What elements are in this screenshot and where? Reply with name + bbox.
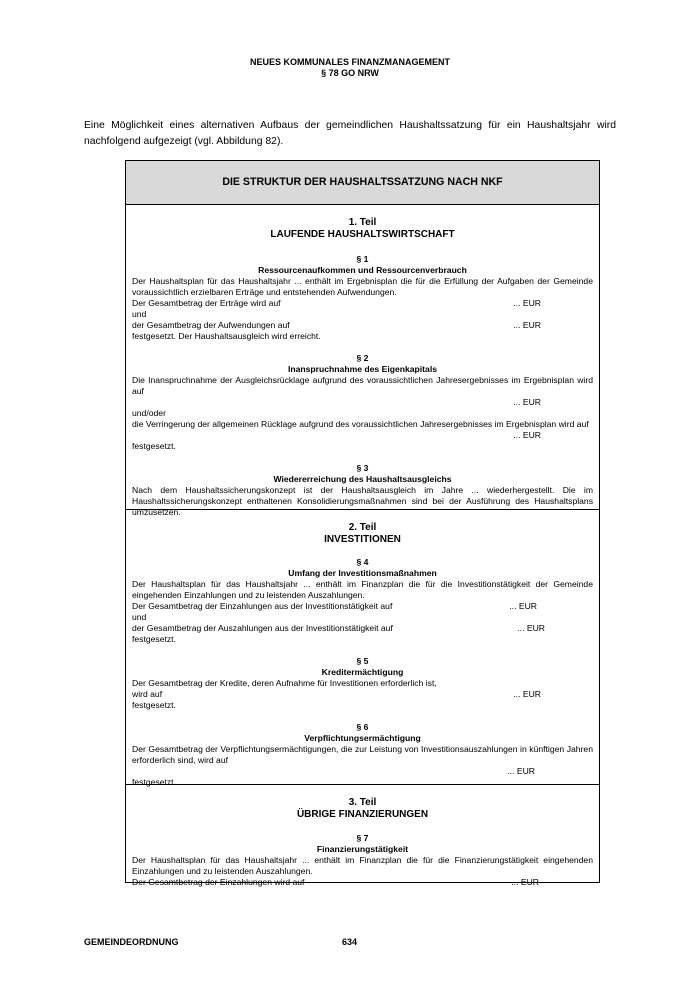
part-title: LAUFENDE HAUSHALTSWIRTSCHAFT bbox=[270, 229, 455, 240]
section-title: Umfang der Investitionsmaßnahmen bbox=[288, 568, 437, 578]
section-title: Inanspruchnahme des Eigenkapitals bbox=[287, 364, 437, 374]
section-number: § 4 bbox=[356, 557, 369, 567]
section-title: Ressourcenaufkommen und Ressourcenverbrauch bbox=[258, 265, 467, 275]
amount-value: ... EUR bbox=[513, 689, 541, 699]
part-2-heading bbox=[132, 510, 593, 546]
section-closing: festgesetzt. bbox=[132, 441, 176, 451]
amount-row bbox=[132, 601, 593, 612]
section-text: Der Haushaltsplan für das Haushaltsjahr ... enthält im Ergebnisplan die für die Erfüllung der Aufgaben der Gemeinde voraussichtlich erzielbaren Erträge und entstehenden Aufwendungen. bbox=[132, 276, 593, 297]
amount-label: wird auf bbox=[132, 689, 163, 699]
section-closing: festgesetzt. bbox=[132, 700, 176, 710]
page-header bbox=[0, 57, 700, 79]
section-number: § 6 bbox=[356, 722, 369, 732]
header-line-1: NEUES KOMMUNALES FINANZMANAGEMENT bbox=[250, 57, 450, 67]
part-1 bbox=[126, 205, 599, 517]
amount-label: Der Gesamtbetrag der Erträge wird auf bbox=[132, 298, 281, 308]
section-text: Der Gesamtbetrag der Kredite, deren Aufnahme für Investitionen erforderlich ist, bbox=[132, 678, 437, 688]
amount-value: ... EUR bbox=[513, 397, 541, 407]
section-number: § 3 bbox=[356, 463, 369, 473]
part-label: 1. Teil bbox=[348, 217, 377, 228]
section-4 bbox=[132, 557, 593, 645]
section-text: Der Haushaltsplan für das Haushaltsjahr ... enthält im Finanzplan die für die Finanzierungstätigkeit eingehenden Einzahlungen und zu leistenden Auszahlungen. bbox=[132, 855, 593, 876]
section-title: Verpflichtungsermächtigung bbox=[304, 733, 421, 743]
section-title: Wiedererreichung des Haushaltsausgleichs bbox=[273, 474, 452, 484]
amount-value: ... EUR bbox=[509, 601, 537, 611]
part-3 bbox=[126, 785, 599, 888]
amount-value: ... EUR bbox=[513, 298, 541, 308]
section-text: Der Gesamtbetrag der Verpflichtungsermächtigungen, die zur Leistung von Investitionsauszahlungen in künftigen Jahren erforderlich sind, wird auf bbox=[132, 744, 593, 765]
section-title: Finanzierungstätigkeit bbox=[316, 844, 409, 854]
section-number: § 7 bbox=[356, 833, 369, 843]
amount-label: der Gesamtbetrag der Auszahlungen aus der Investitionstätigkeit auf bbox=[132, 623, 393, 633]
amount-row bbox=[132, 689, 593, 700]
section-text: die Verringerung der allgemeinen Rücklage aufgrund des voraussichtlichen Jahresergebnisses im Ergebnisplan wird auf bbox=[132, 419, 589, 429]
section-text: Der Haushaltsplan für das Haushaltsjahr ... enthält im Finanzplan die für die Investitionstätigkeit der Gemeinde eingehenden Einzahlungen und zu leistenden Auszahlungen. bbox=[132, 579, 593, 600]
amount-value: ... EUR bbox=[511, 877, 539, 887]
section-closing: festgesetzt. bbox=[132, 634, 176, 644]
part-label: 3. Teil bbox=[348, 797, 377, 808]
page-number: 634 bbox=[342, 937, 358, 947]
amount-row bbox=[132, 430, 593, 441]
section-closing: festgesetzt. Der Haushaltsausgleich wird erreicht. bbox=[132, 331, 321, 341]
box-title: DIE STRUKTUR DER HAUSHALTSSATZUNG NACH NKF bbox=[126, 161, 599, 205]
amount-label: der Gesamtbetrag der Aufwendungen auf bbox=[132, 320, 290, 330]
amount-row bbox=[132, 320, 593, 331]
header-line-2: § 78 GO NRW bbox=[321, 68, 379, 78]
part-title: ÜBRIGE FINANZIERUNGEN bbox=[296, 809, 429, 820]
section-number: § 1 bbox=[356, 254, 369, 264]
amount-value: ... EUR bbox=[513, 430, 541, 440]
part-label: 2. Teil bbox=[348, 522, 377, 533]
amount-value: ... EUR bbox=[507, 766, 535, 776]
section-1 bbox=[132, 254, 593, 342]
section-closing: festgesetzt. bbox=[132, 777, 176, 787]
amount-value: ... EUR bbox=[513, 320, 541, 330]
part-2 bbox=[126, 510, 599, 785]
structure-box bbox=[125, 160, 600, 887]
section-number: § 5 bbox=[356, 656, 369, 666]
section-text: Die Inanspruchnahme der Ausgleichsrücklage aufgrund des voraussichtlichen Jahresergebnisses im Ergebnisplan wird auf bbox=[132, 375, 593, 396]
amount-label: Der Gesamtbetrag der Einzahlungen wird auf bbox=[132, 877, 305, 887]
amount-value: ... EUR bbox=[517, 623, 545, 633]
conjunction: und bbox=[132, 612, 147, 622]
section-text: Nach dem Haushaltssicherungskonzept ist der Haushaltsausgleich im Jahre ... wiederhergestellt. Die im Haushaltssicherungskonzept enthaltenen Konsolidierungsmaßnahmen sind bei der Ausführung des Haushaltsplans umzusetzen. bbox=[132, 485, 593, 517]
amount-row bbox=[132, 877, 593, 888]
part-title: INVESTITIONEN bbox=[324, 534, 401, 545]
section-5 bbox=[132, 656, 593, 711]
part-1-heading bbox=[132, 205, 593, 241]
section-number: § 2 bbox=[356, 353, 369, 363]
conjunction: und/oder bbox=[132, 408, 166, 418]
section-title: Kreditermächtigung bbox=[321, 667, 404, 677]
footer-title: GEMEINDEORDNUNG bbox=[84, 937, 179, 947]
conjunction: und bbox=[132, 309, 147, 319]
intro-paragraph: Eine Möglichkeit eines alternativen Aufbaus der gemeindlichen Haushaltssatzung für ein Haushaltsjahr wird nachfolgend aufgezeigt (vgl. Abbildung 82). bbox=[84, 120, 616, 147]
amount-row bbox=[132, 623, 593, 634]
section-6 bbox=[132, 722, 593, 788]
amount-row bbox=[132, 766, 593, 777]
amount-row bbox=[132, 397, 593, 408]
part-3-heading bbox=[132, 785, 593, 821]
amount-label: Der Gesamtbetrag der Einzahlungen aus der Investitionstätigkeit auf bbox=[132, 601, 393, 611]
amount-row bbox=[132, 298, 593, 309]
section-7 bbox=[132, 833, 593, 888]
section-2 bbox=[132, 353, 593, 452]
